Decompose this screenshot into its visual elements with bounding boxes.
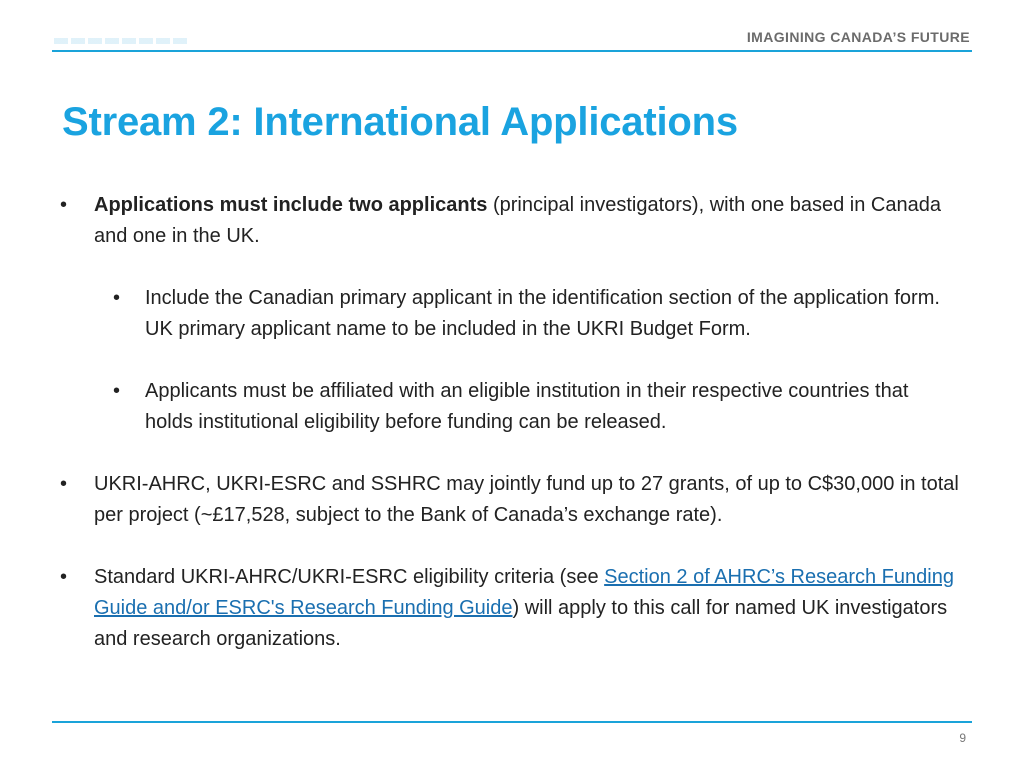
bullet-applicants-bold: Applications must include two applicants <box>94 194 488 216</box>
bullet-eligibility-text-after: ) will apply to this call for named UK investigators and research organizations. <box>94 597 948 650</box>
bullet-eligibility-text-before: Standard UKRI-AHRC/UKRI-ESRC eligibility criteria (see <box>94 566 605 588</box>
bullet-funding-text: UKRI-AHRC, UKRI-ESRC and SSHRC may jointly fund up to 27 grants, of up to C$30,000 in total per project (~£17,528, subject to the Bank of Canada’s exchange rate). <box>94 473 959 526</box>
bullet-dot: • <box>60 194 68 216</box>
research-funding-guide-link[interactable]: Section 2 of AHRC’s Research Funding Guide and/or ESRC's Research Funding Guide <box>94 566 954 619</box>
faint-logo <box>54 38 189 44</box>
header-tagline: IMAGINING CANADA’S FUTURE <box>746 29 970 45</box>
bottom-divider <box>52 721 972 723</box>
subbullet-affiliation-text: Applicants must be affiliated with an eligible institution in their respective countries that holds institutional eligibility before funding can be released. <box>145 380 909 433</box>
subbullet-affiliation <box>111 376 960 438</box>
bullet-funding <box>60 469 960 531</box>
top-divider <box>52 50 972 52</box>
page-number: 9 <box>959 731 966 745</box>
bullet-dot: • <box>113 380 121 402</box>
bullet-eligibility <box>60 562 960 655</box>
bullet-dot: • <box>60 566 68 588</box>
subbullet-identification-text: Include the Canadian primary applicant in the identification section of the application form. UK primary applicant name to be included in the UKRI Budget Form. <box>145 287 940 340</box>
bullet-dot: • <box>60 473 68 495</box>
slide-title: Stream 2: International Applications <box>62 100 738 144</box>
slide-content <box>60 190 960 655</box>
bullet-applicants <box>60 190 960 252</box>
bullet-applicants-text: (principal investigators), with one based in Canada and one in the UK. <box>94 194 941 247</box>
bullet-dot: • <box>113 287 121 309</box>
subbullet-identification <box>111 283 960 345</box>
